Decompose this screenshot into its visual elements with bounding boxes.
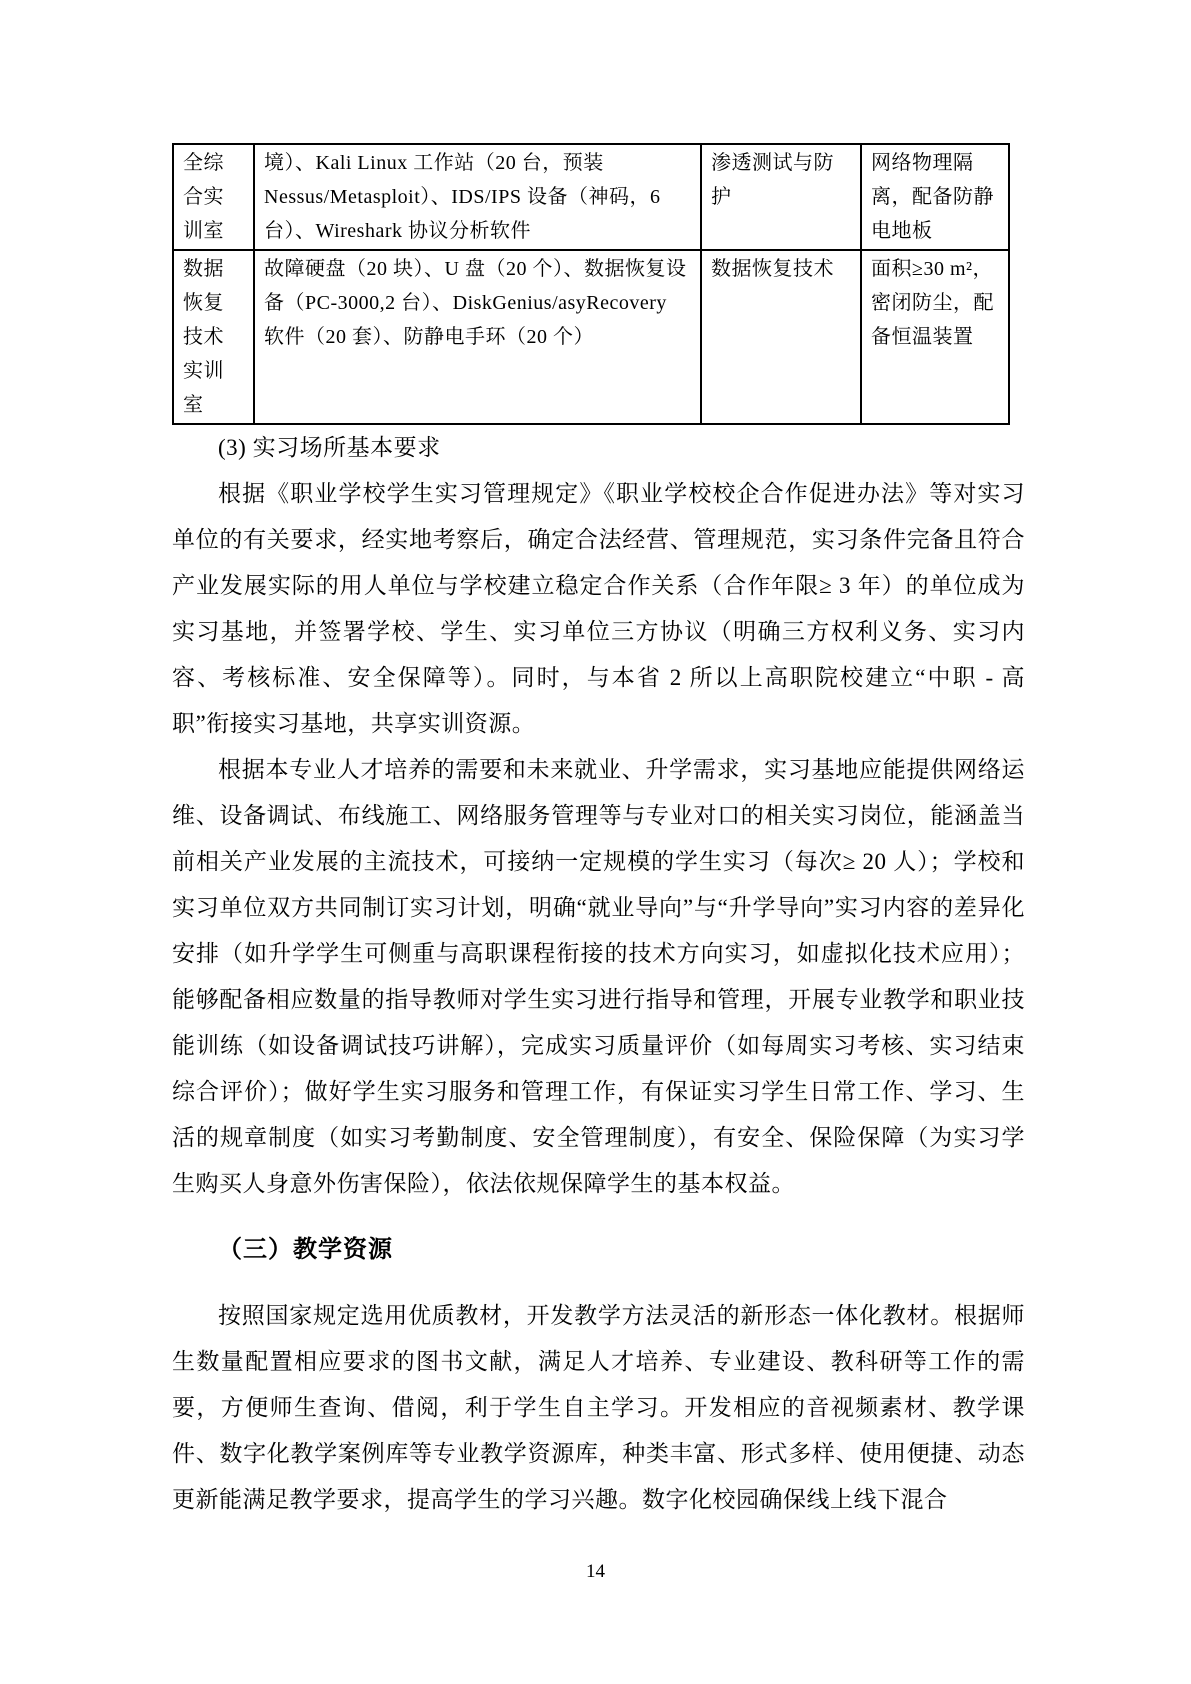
equipment-cell: 故障硬盘（20 块）、U 盘（20 个）、数据恢复设备（PC-3000,2 台）、DiskGenius/asyRecovery 软件（20 套）、防静电手环（20 个） (254, 250, 701, 424)
training-room-table (172, 143, 1010, 425)
page-content (172, 143, 1025, 1523)
page-number: 14 (586, 1561, 605, 1582)
requirement-cell: 网络物理隔离，配备防静电地板 (861, 144, 1009, 250)
paragraph-site-requirements-1: 根据《职业学校学生实习管理规定》《职业学校校企合作促进办法》等对实习单位的有关要求，经实地考察后，确定合法经营、管理规范，实习条件完备且符合产业发展实际的用人单位与学校建立稳定合作关系（合作年限≥ 3 年）的单位成为实习基地，并签署学校、学生、实习单位三方协议（明确三方权利义务、实习内容、考核标准、安全保障等）。同时，与本省 2 所以上高职院校建立“中职 - 高职”衔接实习基地，共享实训资源。 (172, 481, 1025, 736)
equipment-cell: 境）、Kali Linux 工作站（20 台，预装 Nessus/Metasploit）、IDS/IPS 设备（神码，6 台）、Wireshark 协议分析软件 (254, 144, 701, 250)
table-row (173, 144, 1009, 250)
function-cell: 渗透测试与防护 (701, 144, 861, 250)
paragraph-teaching-resources-1: 按照国家规定选用优质教材，开发教学方法灵活的新形态一体化教材。根据师生数量配置相应要求的图书文献，满足人才培养、专业建设、教科研等工作的需要，方便师生查询、借阅，利于学生自主学习。开发相应的音视频素材、教学课件、数字化教学案例库等专业教学资源库，种类丰富、形式多样、使用便捷、动态更新能满足教学要求，提高学生的学习兴趣。数字化校园确保线上线下混合 (172, 1303, 1025, 1512)
room-name-cell: 全综合实训室 (173, 144, 254, 250)
section-heading-site-requirements: (3) 实习场所基本要求 (218, 435, 441, 460)
table-row (173, 250, 1009, 424)
room-name-cell: 数据恢复技术实训室 (173, 250, 254, 424)
paragraph-site-requirements-2: 根据本专业人才培养的需要和未来就业、升学需求，实习基地应能提供网络运维、设备调试、布线施工、网络服务管理等与专业对口的相关实习岗位，能涵盖当前相关产业发展的主流技术，可接纳一定规模的学生实习（每次≥ 20 人）；学校和实习单位双方共同制订实习计划，明确“就业导向”与“升学导向”实习内容的差异化安排（如升学学生可侧重与高职课程衔接的技术方向实习，如虚拟化技术应用）；能够配备相应数量的指导教师对学生实习进行指导和管理，开展专业教学和职业技能训练（如设备调试技巧讲解），完成实习质量评价（如每周实习考核、实习结束综合评价）；做好学生实习服务和管理工作，有保证实习学生日常工作、学习、生活的规章制度（如实习考勤制度、安全管理制度），有安全、保险保障（为实习学生购买人身意外伤害保险），依法依规保障学生的基本权益。 (172, 757, 1025, 1196)
section-heading-teaching-resources: （三）教学资源 (218, 1236, 393, 1263)
function-cell: 数据恢复技术 (701, 250, 861, 424)
requirement-cell: 面积≥30 m²，密闭防尘，配备恒温装置 (861, 250, 1009, 424)
